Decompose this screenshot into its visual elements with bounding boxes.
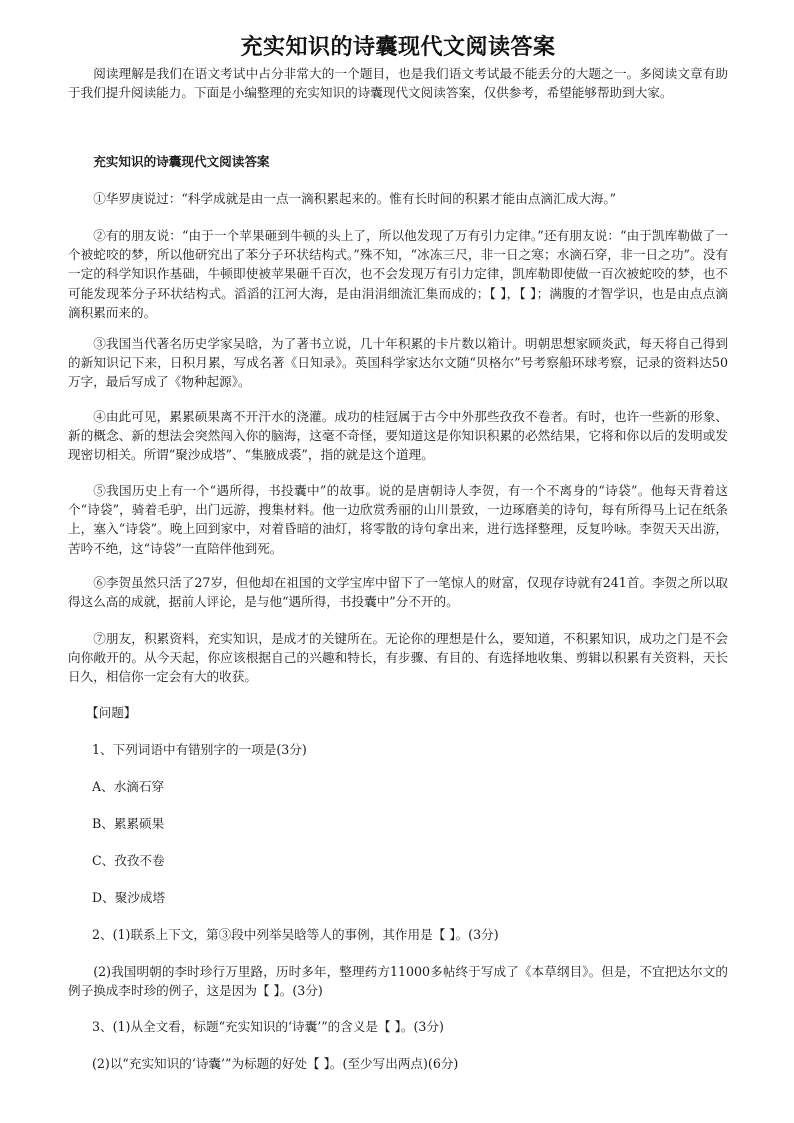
question-2-part-1: 2、(1)联系上下文，第③段中列举吴晗等人的事例，其作用是【 】。(3分) <box>92 927 499 942</box>
document-title: 充实知识的诗囊现代文阅读答案 <box>240 35 556 60</box>
question-2-part-2: (2)我国明朝的李时珍行万里路，历时多年，整理药方11000多帖终于写成了《本草纲目》。但是，不宜把达尔文的例子换成李时珍的例子，这是因为【 】。(3分) <box>68 964 728 999</box>
paragraph-6: ⑥李贺虽然只活了27岁，但他却在祖国的文学宝库中留下了一笔惊人的财富，仅现存诗就有241首。李贺之所以取得这么高的成就，据前人评论，是与他“遇所得，书投囊中”分不开的。 <box>68 575 728 610</box>
paragraph-4: ④由此可见，累累硕果离不开汗水的浇灌。成功的桂冠属于古今中外那些孜孜不卷者。有时，也许一些新的形象、新的概念、新的想法会突然闯入你的脑海，这毫不奇怪，要知道这是你知识积累的必然结果，它将和你以后的发明或发现密切相关。所谓“聚沙成塔”、“集腋成裘”，指的就是这个道理。 <box>68 409 728 463</box>
paragraph-2: ②有的朋友说：“由于一个苹果砸到牛顿的头上了，所以他发现了万有引力定律。”还有朋友说：“由于凯库勒做了一个被蛇咬的梦，所以他研究出了苯分子环状结构式。”殊不知，“冰冻三尺，非一日之寒；水滴石穿，非一日之功”。没有一定的科学知识作基础，牛顿即使被苹果砸千百次，也不会发现万有引力定律，凯库勒即使做一百次被蛇咬的梦，也不可能发现苯分子环状结构式。滔滔的江河大海，是由涓涓细流汇集而成的；【 】，【 】；满腹的才智学识，也是由点点滴滴积累而来的。 <box>68 228 728 320</box>
questions-heading: 【问题】 <box>86 705 137 720</box>
question-3-part-1: 3、(1)从全文看，标题“充实知识的‘诗囊’”的含义是【 】。(3分) <box>92 1019 444 1034</box>
option-a: A、水滴石穿 <box>92 779 165 794</box>
paragraph-3: ③我国当代著名历史学家吴晗，为了著书立说，几十年积累的卡片数以箱计。明朝思想家顾炎武，每天将自己得到的新知识记下来，日积月累，写成名著《日知录》。英国科学家达尔文随“贝格尔”号考察船环球考察，记录的资料达50万字，最后写成了《物种起源》。 <box>68 336 728 390</box>
option-c: C、孜孜不卷 <box>92 853 165 868</box>
paragraph-7: ⑦朋友，积累资料，充实知识，是成才的关键所在。无论你的理想是什么，要知道，不积累知识，成功之门是不会向你敞开的。从今天起，你应该根据自己的兴趣和特长，有步骤、有目的、有选择地收集、剪辑以积累有关资料，天长日久，相信你一定会有大的收获。 <box>68 631 728 685</box>
question-1: 1、下列词语中有错别字的一项是(3分) <box>92 742 307 757</box>
paragraph-5: ⑤我国历史上有一个“遇所得，书投囊中”的故事。说的是唐朝诗人李贺，有一个不离身的“诗袋”。他每天背着这个“诗袋”，骑着毛驴，出门远游，搜集材料。他一边欣赏秀丽的山川景致，一边琢磨美的诗句，每有所得马上记在纸条上，塞入“诗袋”。晚上回到家中，对着昏暗的油灯，将零散的诗句拿出来，进行选择整理，反复吟咏。李贺天天出游，苦吟不绝，这“诗袋”一直陪伴他到死。 <box>68 483 728 556</box>
question-3-part-2: (2)以“充实知识的‘诗囊’”为标题的好处【 】。(至少写出两点)(6分) <box>92 1056 459 1071</box>
option-d: D、聚沙成塔 <box>92 890 166 905</box>
section-heading: 充实知识的诗囊现代文阅读答案 <box>93 154 270 169</box>
paragraph-1: ①华罗庚说过：“科学成就是由一点一滴积累起来的。惟有长时间的积累才能由点滴汇成大海。” <box>93 191 617 206</box>
option-b: B、累累硕果 <box>92 816 165 831</box>
intro-paragraph: 阅读理解是我们在语文考试中占分非常大的一个题目，也是我们语文考试最不能丢分的大题之一。多阅读文章有助于我们提升阅读能力。下面是小编整理的充实知识的诗囊现代文阅读答案，仅供参考，希望能够帮助到大家。 <box>68 66 728 101</box>
